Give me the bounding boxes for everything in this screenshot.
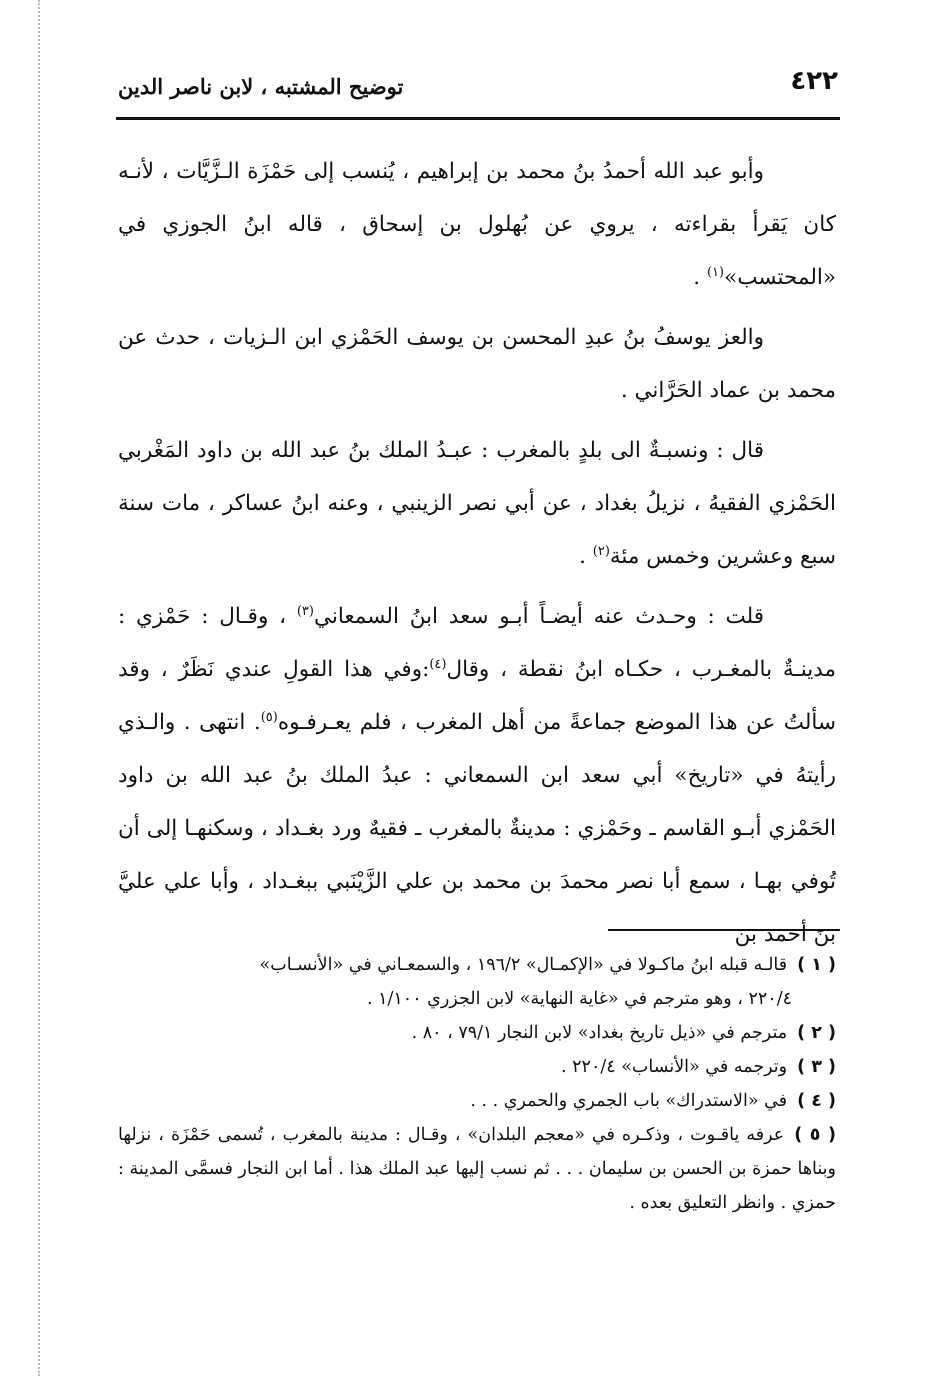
footnote-separator	[608, 929, 840, 931]
footnote-2: ( ٢ )مترجم في «ذيل تاريخ بغداد» لابن النجار ٧٩/١ ، ٨٠ .	[411, 1023, 836, 1043]
paragraph-ahmad-ibn-muhammad: وأبو عبد الله أحمدُ بنُ محمد بن إبراهيم ، يُنسب إلى حَمْزَة الـزَّيَّات ، لأنـه كان يَقرأ بقراءته ، يروي عن بُهلول بن إسحاق ، قاله ابنُ الجوزي في «المحتسب»$^{(١)}$ .	[118, 159, 836, 290]
footnote-ref-1[interactable]: (١)	[706, 264, 725, 280]
running-title: توضيح المشتبه ، لابن ناصر الدين	[118, 74, 404, 99]
footnote-ref-2[interactable]: (٢)	[592, 543, 610, 559]
footnote-number: ( ٥ )	[794, 1125, 837, 1145]
page-header	[118, 66, 838, 116]
footnote-5: ( ٥ )عرفه ياقـوت ، وذكـره في «معجم البلدان» ، وقـال : مدينة بالمغرب ، تُسمى حَمْزَة ، نزلها وبناها حمزة بن الحسن بن سليمان . . . ثم نسب إليها عبد الملك هذا . أما ابن النجار فسمَّى المدينة : حمزي . وانظر التعليق بعده .	[118, 1125, 837, 1213]
footnote-number: ( ٤ )	[797, 1091, 836, 1111]
footnotes	[118, 948, 836, 1220]
paragraph-abd-al-malik: قال : ونسبـةٌ الى بلدٍ بالمغرب : عبـدُ الملك بنُ عبد الله بن داود المَغْربي الحَمْزي الفقيهُ ، نزيلُ بغداد ، عن أبي نصر الزينبي ، وعنه ابنُ عساكر ، مات سنة سبع وعشرين وخمس مئة$^{(٢)}$ .	[118, 438, 836, 569]
footnote-4: ( ٤ )في «الاستدراك» باب الجمري والحمري . . .	[470, 1091, 836, 1111]
footnote-number: ( ٣ )	[797, 1057, 836, 1077]
paragraph-qultu: قلت : وحـدث عنه أيضـاً أبـو سعد ابنُ السمعاني$^{(٣)}$ ، وقـال : حَمْزي : مدينـةٌ بالمغـرب ، حكـاه ابنُ نقطة ، وقال$^{(٤)}$:وفي هذا القولِ عندي نَظَرٌ ، وقد سألتُ عن هذا الموضع جماعةً من أهل المغرب ، فلم يعـرفـوه$^{(٥)}$. انتهى . والـذي رأيتهُ في «تاريخ» أبي سعد ابن السمعاني : عبدُ الملك بنُ عبد الله بن داود الحَمْزي أبـو القاسم ـ وحَمْزي : مدينةٌ بالمغرب ـ فقيهٌ ورد بغـداد ، وسكنهـا إلى أن تُوفي بهـا ، سمع أبا نصر محمدَ بن محمد بن علي الزَّيْنَبي ببغـداد ، وأبا علي عليَّ بنَ أحمد بن	[118, 603, 836, 947]
header-rule	[116, 117, 840, 120]
footnote-ref-5[interactable]: (٥)	[260, 709, 278, 725]
footnote-3: ( ٣ )وترجمه في «الأنساب» ٢٢٠/٤ .	[561, 1057, 836, 1077]
page-edge-dots	[38, 0, 41, 1376]
main-text	[118, 145, 836, 961]
footnote-number: ( ١ )	[797, 955, 836, 975]
footnote-ref-3[interactable]: (٣)	[296, 603, 314, 619]
paragraph-al-izz-yusuf: والعز يوسفُ بنُ عبدِ المحسن بن يوسف الحَمْزي ابن الـزيات ، حدث عن محمد بن عماد الحَرَّاني .	[118, 325, 836, 403]
footnote-number: ( ٢ )	[797, 1023, 836, 1043]
page-number: ٤٢٢	[790, 66, 838, 96]
footnote-ref-4[interactable]: (٤)	[429, 656, 447, 672]
footnote-1: ( ١ )قالـه قبله ابنُ ماكـولا في «الإكمـال» ١٩٦/٢ ، والسمعـاني في «الأنسـاب» ٢٢٠/٤ ، وهو مترجم في «غاية النهاية» لابن الجزري ١/١٠٠ .	[259, 955, 836, 1009]
